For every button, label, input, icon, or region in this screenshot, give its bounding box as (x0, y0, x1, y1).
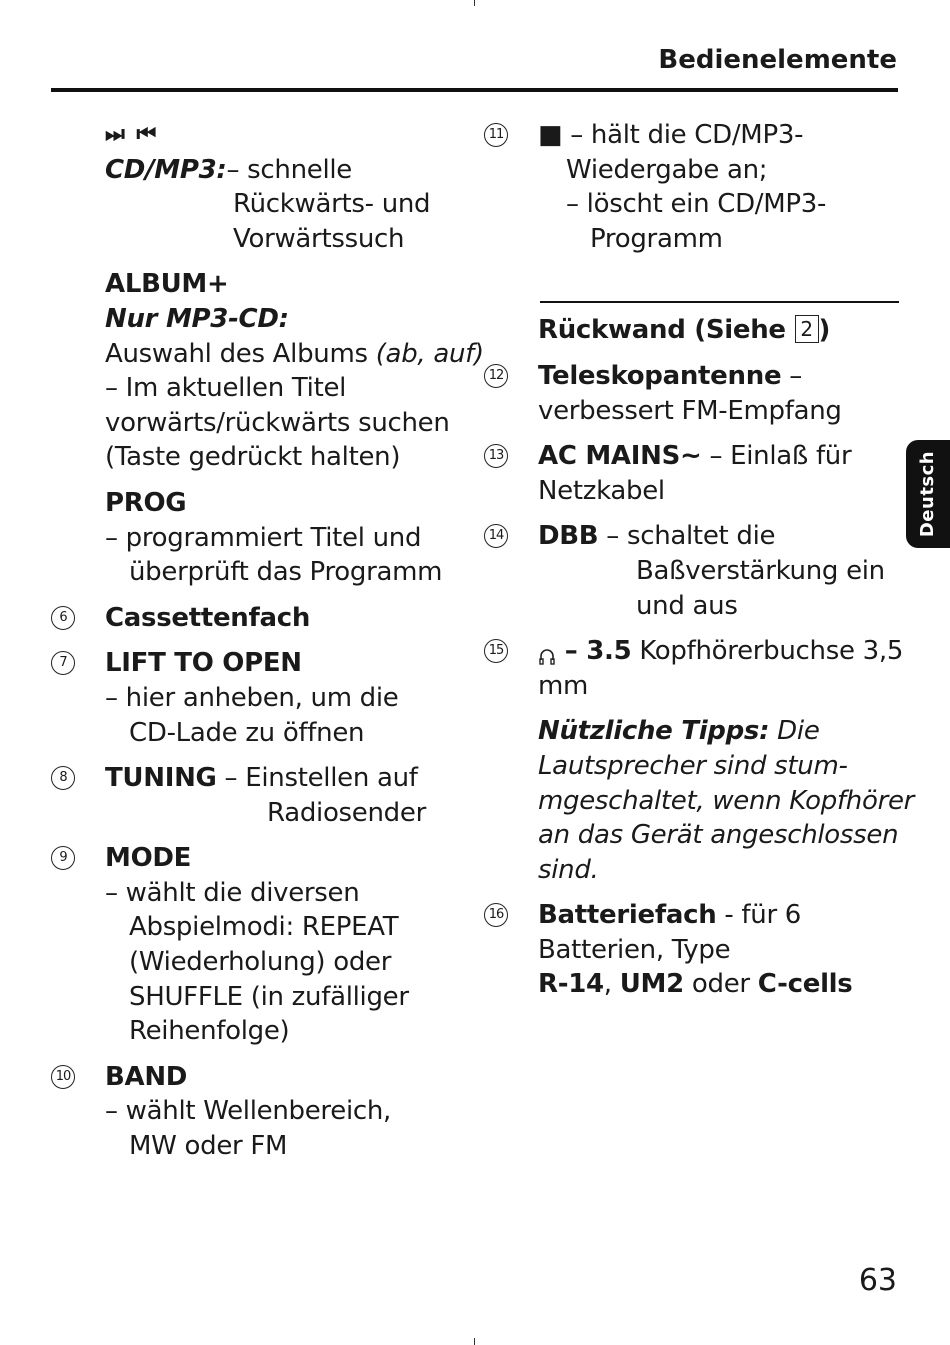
item-number-12: 12 (484, 364, 508, 388)
item-13-ac-mains (484, 439, 904, 508)
useful-tip-block (484, 714, 915, 887)
item-9-line-1: – wählt die diversen (105, 877, 360, 908)
item-number-9: 9 (51, 846, 75, 870)
language-label: Deutsch (917, 450, 938, 538)
item-number-11: 11 (484, 123, 508, 147)
tip-line-2: Lautsprecher sind stum- (538, 750, 848, 781)
album-line-4: (Taste gedrückt halten) (105, 442, 401, 473)
prog-entry (51, 486, 471, 590)
item-7-lift-to-open (51, 646, 471, 750)
language-side-tab (906, 440, 950, 548)
item-9-line-2: Abspielmodi: REPEAT (129, 912, 399, 943)
rear-panel-heading (484, 313, 904, 348)
tip-line-5: sind. (538, 854, 599, 885)
item-number-8: 8 (51, 766, 75, 790)
page-number: 63 (858, 1263, 897, 1298)
item-number-13: 13 (484, 444, 508, 468)
item-number-15: 15 (484, 639, 508, 663)
item-8-line-2: Radiosender (267, 797, 426, 828)
item-15-headphones (484, 634, 904, 703)
item-number-10: 10 (51, 1065, 75, 1089)
item-9-line-3: (Wiederholung) oder (129, 947, 392, 978)
item-15-line-2: mm (538, 670, 589, 701)
item-15-line-1: – 3.5 Kopfhörerbuchse 3,5 (538, 634, 904, 669)
item-16-line-2: Batterien, Type (538, 934, 731, 965)
item-number-7: 7 (51, 651, 75, 675)
skip-forward-backward-icon: ⏭ ⏮ (105, 122, 159, 147)
item-number-14: 14 (484, 524, 508, 548)
item-12-antenna (484, 359, 904, 428)
item-7-line-1: – hier anheben, um die (105, 682, 399, 713)
crop-mark-bottom (474, 1338, 475, 1345)
item-9-title: MODE (105, 843, 192, 874)
album-title: ALBUM+ (105, 269, 229, 300)
album-line-2: – Im aktuellen Titel (105, 373, 347, 404)
skip-line-3: Vorwärtssuch (233, 223, 405, 254)
prog-line-2: überprüft das Programm (129, 557, 443, 588)
item-6-title: Cassettenfach (105, 602, 311, 633)
item-13-line-2: Netzkabel (538, 475, 665, 506)
skip-buttons-entry (51, 118, 471, 256)
item-10-band (51, 1060, 471, 1164)
item-16-line-1: Batteriefach - für 6 (538, 900, 802, 931)
item-7-title: LIFT TO OPEN (105, 648, 302, 679)
item-13-line-1: AC MAINS~ – Einlaß für (538, 441, 852, 472)
item-14-line-1: DBB – schaltet die (538, 521, 776, 552)
headphones-icon (538, 641, 556, 659)
album-entry (51, 267, 484, 475)
item-11-line-2: Wiedergabe an; (566, 154, 768, 185)
item-number-6: 6 (51, 606, 75, 630)
album-line-3: vorwärts/rückwärts suchen (105, 407, 450, 438)
page-header-title: Bedienelemente (658, 45, 897, 75)
item-10-line-2: MW oder FM (129, 1131, 288, 1162)
prog-title: PROG (105, 487, 187, 518)
item-11-line-4: Programm (590, 223, 723, 254)
item-16-line-3: R-14, UM2 oder C-cells (538, 969, 853, 1000)
skip-line-2: Rückwärts- und (233, 189, 431, 220)
skip-line-1: CD/MP3:– schnelle (105, 154, 352, 185)
prog-line-1: – programmiert Titel und (105, 522, 422, 553)
item-10-title: BAND (105, 1061, 188, 1092)
item-11-line-3: – löscht ein CD/MP3- (566, 189, 827, 220)
item-6-cassettenfach (51, 601, 471, 636)
item-7-line-2: CD-Lade zu öffnen (129, 717, 365, 748)
item-8-line-1: TUNING – Einstellen auf (105, 763, 418, 794)
item-9-line-4: SHUFFLE (in zufälliger (129, 981, 409, 1012)
item-9-mode (51, 841, 471, 1049)
item-16-battery (484, 898, 904, 1002)
item-12-line-1: Teleskopantenne – (538, 360, 802, 391)
item-14-line-3: und aus (636, 590, 738, 621)
item-10-line-1: – wählt Wellenbereich, (105, 1096, 392, 1127)
left-column (51, 118, 484, 1164)
rear-heading-text: Rückwand (Siehe 2 ) (538, 315, 831, 346)
figure-reference-box: 2 (795, 315, 819, 343)
header-rule (51, 88, 898, 92)
item-14-line-2: Baßverstärkung ein (636, 555, 885, 586)
crop-mark-top (474, 0, 475, 6)
right-column (484, 118, 915, 1002)
item-14-dbb (484, 519, 904, 623)
stop-square-icon: ■ (538, 120, 563, 150)
item-9-line-5: Reihenfolge) (129, 1016, 290, 1047)
item-12-line-2: verbessert FM-Empfang (538, 395, 842, 426)
item-8-tuning (51, 761, 471, 830)
item-11-stop (484, 118, 904, 256)
album-subtitle: Nur MP3-CD: (105, 303, 289, 334)
item-number-16: 16 (484, 903, 508, 927)
item-11-line-1: ■ – hält die CD/MP3- (538, 120, 804, 150)
tip-line-3: mgeschaltet, wenn Kopfhörer (538, 785, 915, 816)
album-line-1: Auswahl des Albums (ab, auf) (105, 338, 484, 369)
tip-line-4: an das Gerät angeschlossen (538, 820, 899, 851)
tip-line-1: Nützliche Tipps: Die (538, 716, 820, 747)
